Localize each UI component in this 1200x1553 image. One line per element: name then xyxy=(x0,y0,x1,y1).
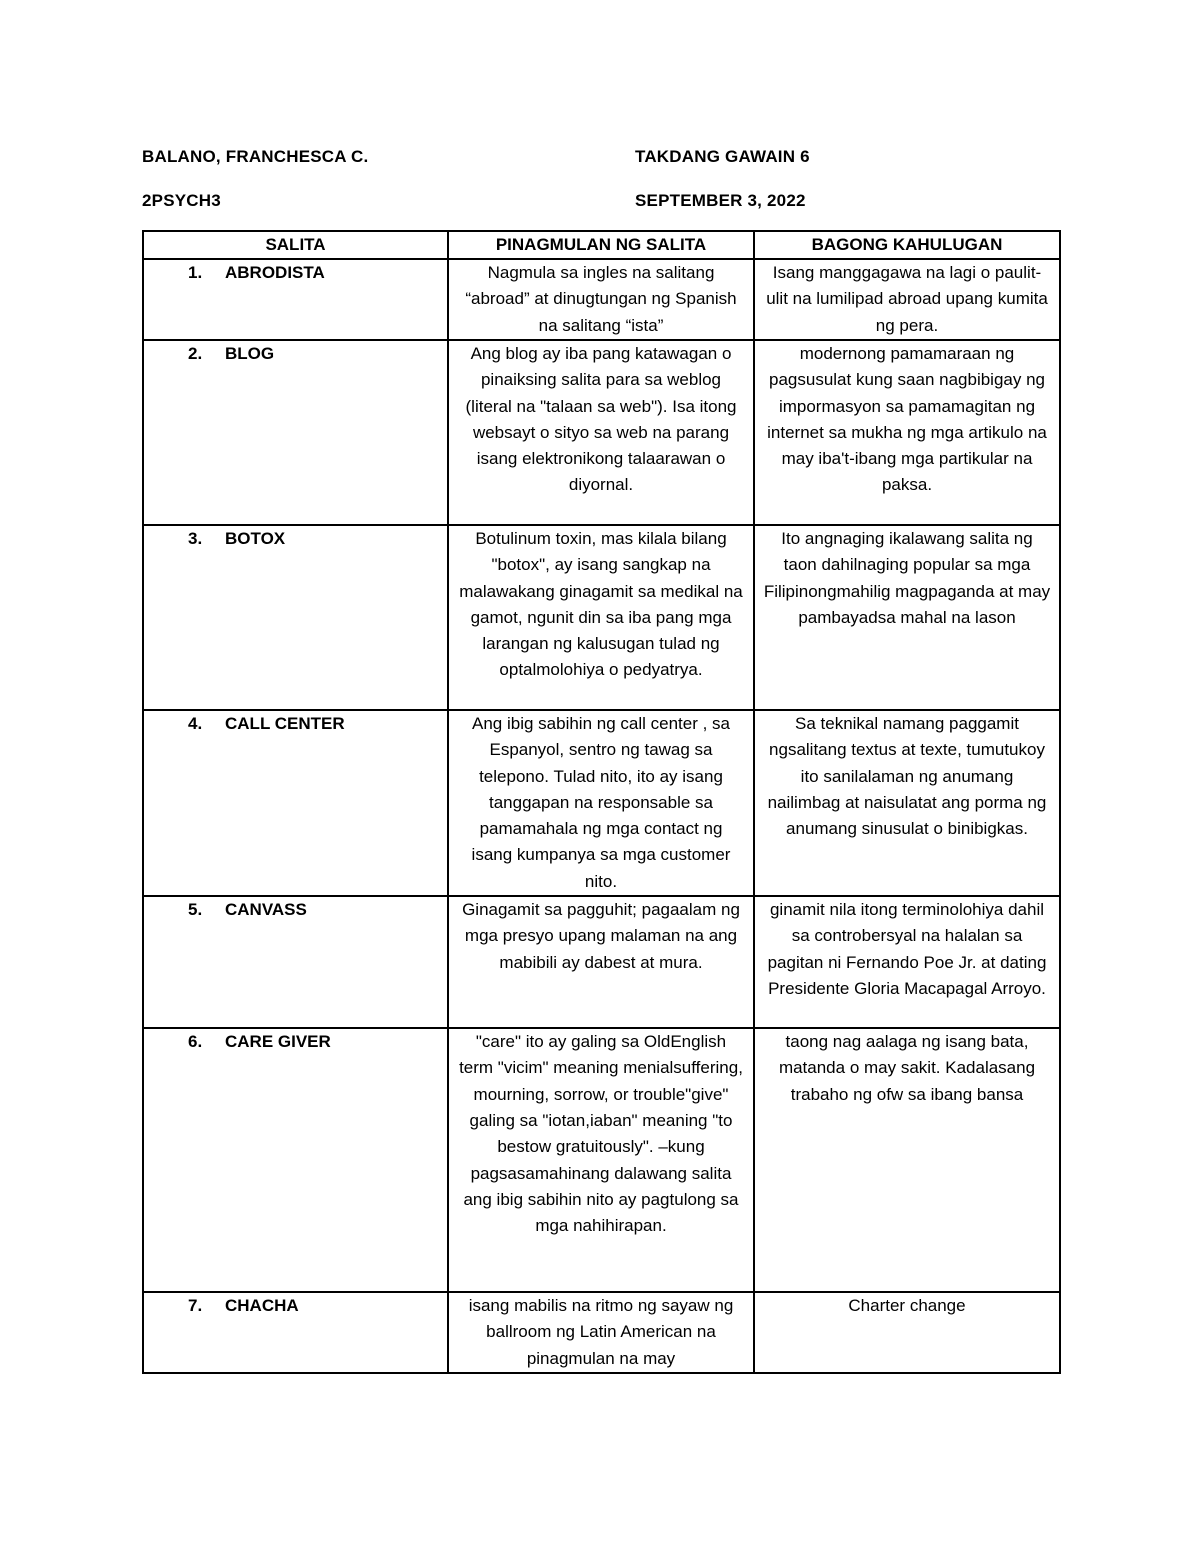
origin-cell: isang mabilis na ritmo ng sayaw ng ballroom ng Latin American na pinagmulan na may xyxy=(448,1292,754,1373)
table-row xyxy=(143,340,1060,525)
word-cell xyxy=(143,1292,448,1373)
meaning-cell: modernong pamamaraan ng pagsusulat kung saan nagbibigay ng impormasyon sa pamamagitan ng internet sa mukha ng mga artikulo na may iba't-ibang mga partikular na paksa. xyxy=(754,340,1060,525)
word-label: BOTOX xyxy=(225,529,286,548)
row-number: 7. xyxy=(188,1296,203,1316)
vocabulary-table xyxy=(142,230,1061,1374)
table-row xyxy=(143,710,1060,896)
table-row xyxy=(143,896,1060,1028)
table-row xyxy=(143,259,1060,340)
origin-cell: Ang ibig sabihin ng call center , sa Espanyol, sentro ng tawag sa telepono. Tulad nito, ito ay isang tanggapan na responsable sa pamamahala ng mga contact ng isang kumpanya sa mga customer nito. xyxy=(448,710,754,896)
meaning-cell: Sa teknikal namang paggamit ngsalitang textus at texte, tumutukoy ito sanilalaman ng anumang nailimbag at naisulatat ang porma ng anumang sinusulat o binibigkas. xyxy=(754,710,1060,896)
word-cell xyxy=(143,525,448,710)
column-header-pinagmulan: PINAGMULAN NG SALITA xyxy=(448,231,754,259)
origin-cell: Nagmula sa ingles na salitang “abroad” at dinugtungan ng Spanish na salitang “ista” xyxy=(448,259,754,340)
word-label: CHACHA xyxy=(225,1296,299,1316)
table-header-row xyxy=(143,231,1060,259)
meaning-cell: Ito angnaging ikalawang salita ng taon dahilnaging popular sa mga Filipinongmahilig magpaganda at may pambayadsa mahal na lason xyxy=(754,525,1060,710)
assignment-title: TAKDANG GAWAIN 6 xyxy=(635,147,810,166)
word-label: BLOG xyxy=(225,344,275,363)
origin-cell: Ginagamit sa pagguhit; pagaalam ng mga presyo upang malaman na ang mabibili ay dabest at mura. xyxy=(448,896,754,1028)
word-label: CALL CENTER xyxy=(225,714,345,733)
table-row xyxy=(143,1028,1060,1292)
column-header-salita: SALITA xyxy=(143,231,448,259)
origin-cell: "care" ito ay galing sa OldEnglish term "vicim" meaning menialsuffering, mourning, sorrow, or trouble"give" galing sa "iotan,iaban" meaning "to bestow gratuitously". –kung pagsasamahinang dalawang salita ang ibig sabihin nito ay pagtulong sa mga nahihirapan. xyxy=(448,1028,754,1292)
word-cell xyxy=(143,1028,448,1292)
word-label: CARE GIVER xyxy=(225,1032,331,1052)
column-header-kahulugan: BAGONG KAHULUGAN xyxy=(754,231,1060,259)
origin-cell: Ang blog ay iba pang katawagan o pinaiksing salita para sa weblog (literal na "talaan sa web"). Isa itong websayt o sityo sa web na parang isang elektronikong talaarawan o diyornal. xyxy=(448,340,754,525)
meaning-cell: Charter change xyxy=(754,1292,1060,1373)
word-label: CANVASS xyxy=(225,900,307,920)
origin-cell: Botulinum toxin, mas kilala bilang "botox", ay isang sangkap na malawakang ginagamit sa medikal na gamot, ngunit din sa iba pang mga larangan ng kalusugan tulad ng optalmolohiya o pedyatrya. xyxy=(448,525,754,710)
word-cell xyxy=(143,340,448,525)
meaning-cell: ginamit nila itong terminolohiya dahil sa controbersyal na halalan sa pagitan ni Fernando Poe Jr. at dating Presidente Gloria Macapagal Arroyo. xyxy=(754,896,1060,1028)
row-number: 4. xyxy=(188,714,203,733)
word-label: ABRODISTA xyxy=(225,263,325,282)
row-number: 2. xyxy=(188,344,203,363)
word-cell xyxy=(143,259,448,340)
meaning-cell: Isang manggagawa na lagi o paulit-ulit na lumilipad abroad upang kumita ng pera. xyxy=(754,259,1060,340)
word-cell xyxy=(143,710,448,896)
row-number: 3. xyxy=(188,529,203,548)
row-number: 6. xyxy=(188,1032,203,1052)
table-row xyxy=(143,1292,1060,1373)
table-row xyxy=(143,525,1060,710)
row-number: 1. xyxy=(188,263,203,282)
word-cell xyxy=(143,896,448,1028)
meaning-cell: taong nag aalaga ng isang bata, matanda o may sakit. Kadalasang trabaho ng ofw sa ibang bansa xyxy=(754,1028,1060,1292)
row-number: 5. xyxy=(188,900,203,920)
student-name: BALANO, FRANCHESCA C. xyxy=(142,147,369,166)
student-section: 2PSYCH3 xyxy=(142,191,221,210)
assignment-date: SEPTEMBER 3, 2022 xyxy=(635,191,806,210)
